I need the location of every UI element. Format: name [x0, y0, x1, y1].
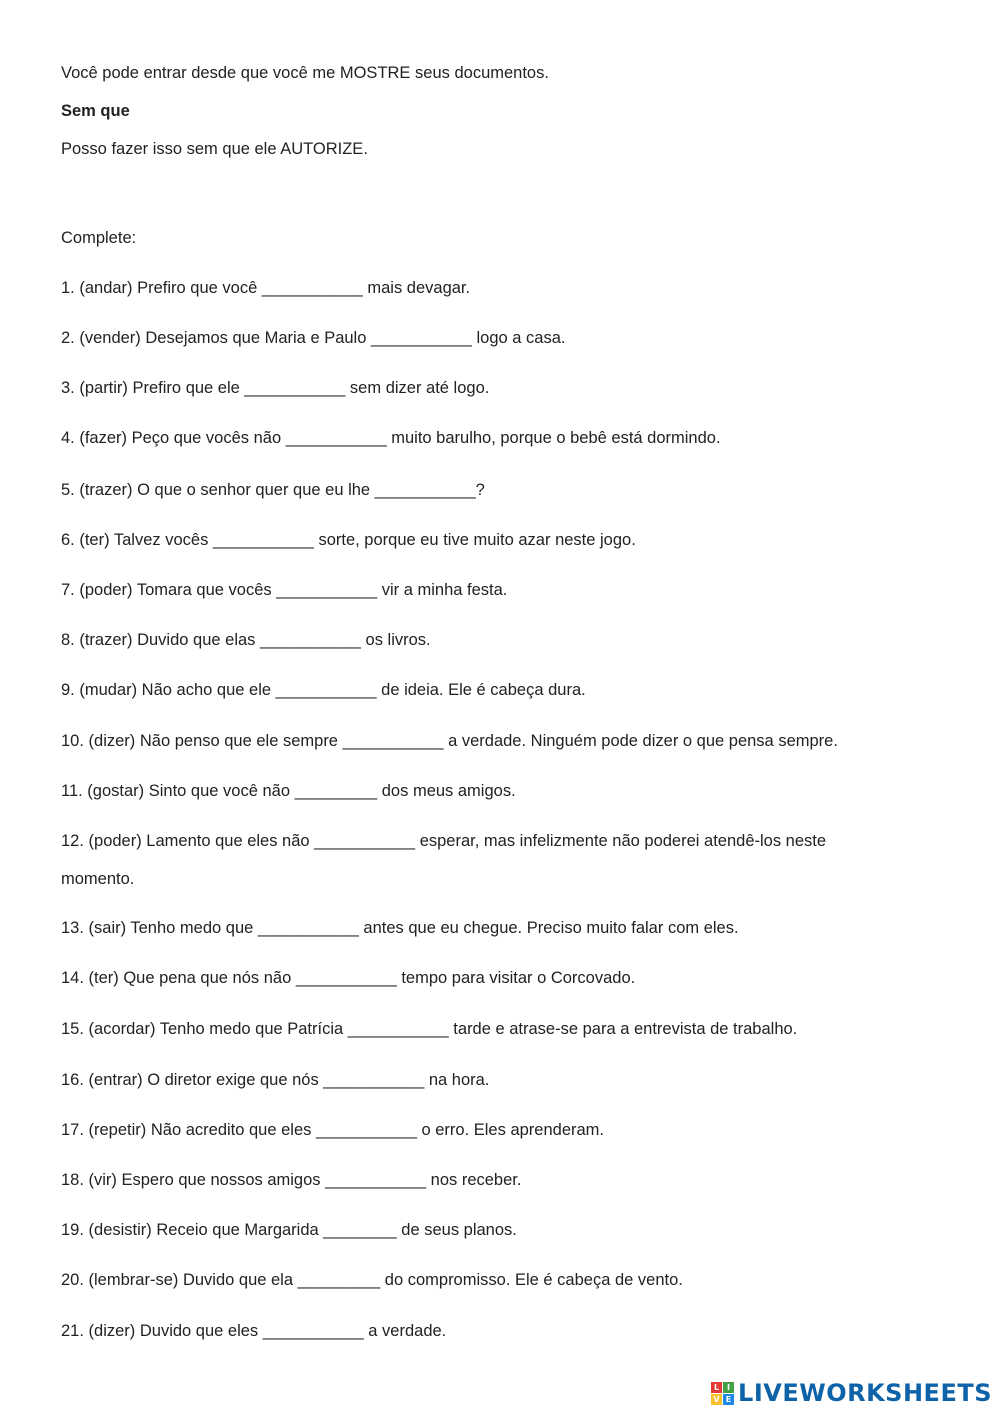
- logo-mark-letter: I: [723, 1382, 734, 1393]
- intro-line-1: Você pode entrar desde que você me MOSTRE seus documentos.: [61, 64, 549, 82]
- exercise-15: 15. (acordar) Tenho medo que Patrícia ___________ tarde e atrase-se para a entrevista de trabalho.: [61, 1020, 798, 1038]
- logo-mark-letter: V: [711, 1394, 722, 1405]
- logo-mark-icon: [711, 1382, 734, 1405]
- section-heading: Sem que: [61, 102, 130, 120]
- intro-line-2: Posso fazer isso sem que ele AUTORIZE.: [61, 140, 368, 158]
- logo-mark-letter: E: [723, 1394, 734, 1405]
- logo-mark-letter: L: [711, 1382, 722, 1393]
- exercise-13: 13. (sair) Tenho medo que ___________ antes que eu chegue. Preciso muito falar com eles.: [61, 919, 739, 937]
- instruction: Complete:: [61, 229, 137, 247]
- exercise-1: 1. (andar) Prefiro que você ___________ mais devagar.: [61, 279, 471, 297]
- exercise-7: 7. (poder) Tomara que vocês ___________ vir a minha festa.: [61, 581, 508, 599]
- exercise-6: 6. (ter) Talvez vocês ___________ sorte, porque eu tive muito azar neste jogo.: [61, 531, 636, 549]
- exercise-10: 10. (dizer) Não penso que ele sempre ___________ a verdade. Ninguém pode dizer o que pensa sempre.: [61, 732, 838, 750]
- exercise-11: 11. (gostar) Sinto que você não _________ dos meus amigos.: [61, 782, 516, 800]
- exercise-20: 20. (lembrar-se) Duvido que ela _________ do compromisso. Ele é cabeça de vento.: [61, 1271, 683, 1289]
- exercise-21: 21. (dizer) Duvido que eles ___________ a verdade.: [61, 1322, 447, 1340]
- exercise-18: 18. (vir) Espero que nossos amigos ___________ nos receber.: [61, 1171, 522, 1189]
- exercise-14: 14. (ter) Que pena que nós não ___________ tempo para visitar o Corcovado.: [61, 969, 636, 987]
- exercise-4: 4. (fazer) Peço que vocês não ___________ muito barulho, porque o bebê está dormindo.: [61, 429, 721, 447]
- exercise-16: 16. (entrar) O diretor exige que nós ___________ na hora.: [61, 1071, 490, 1089]
- exercise-9: 9. (mudar) Não acho que ele ___________ de ideia. Ele é cabeça dura.: [61, 681, 586, 699]
- exercise-12-continued: momento.: [61, 870, 135, 888]
- exercise-12: 12. (poder) Lamento que eles não ___________ esperar, mas infelizmente não poderei atendê-los neste: [61, 832, 827, 850]
- exercise-2: 2. (vender) Desejamos que Maria e Paulo ___________ logo a casa.: [61, 329, 566, 347]
- exercise-8: 8. (trazer) Duvido que elas ___________ os livros.: [61, 631, 431, 649]
- exercise-19: 19. (desistir) Receio que Margarida ________ de seus planos.: [61, 1221, 517, 1239]
- logo-text: LIVEWORKSHEETS: [738, 1379, 992, 1407]
- exercise-5: 5. (trazer) O que o senhor quer que eu lhe ___________?: [61, 481, 485, 499]
- exercise-3: 3. (partir) Prefiro que ele ___________ sem dizer até logo.: [61, 379, 490, 397]
- liveworksheets-logo[interactable]: [711, 1379, 992, 1407]
- exercise-17: 17. (repetir) Não acredito que eles ___________ o erro. Eles aprenderam.: [61, 1121, 605, 1139]
